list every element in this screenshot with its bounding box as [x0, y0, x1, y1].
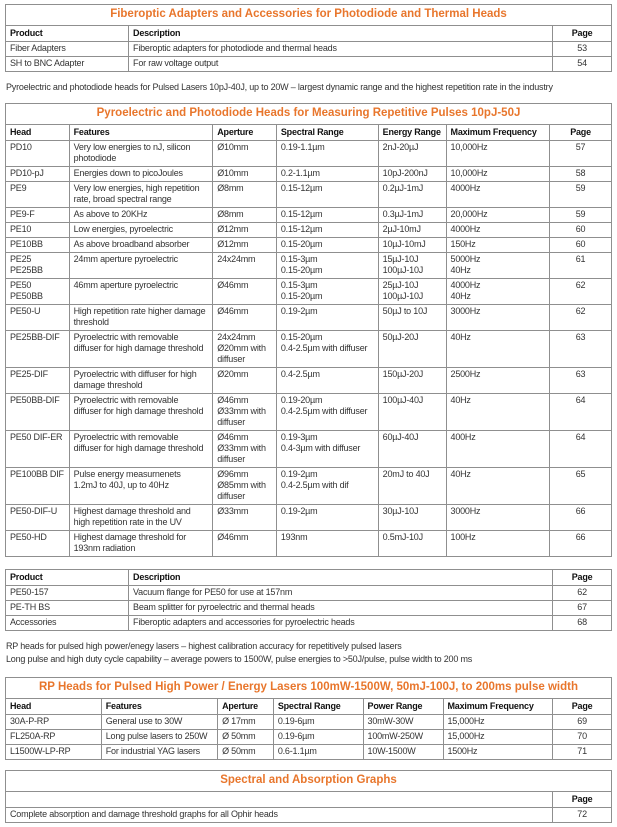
cell: Energies down to picoJoules	[69, 167, 213, 182]
cell: 3000Hz	[446, 505, 550, 531]
cell: 10µJ-10mJ	[378, 238, 446, 253]
cell: 0.15-3µm 0.15-20µm	[276, 279, 378, 305]
cell: 20mJ to 40J	[378, 468, 446, 505]
header-row	[6, 125, 612, 141]
table-row	[6, 745, 612, 760]
cell: PE9	[6, 182, 70, 208]
column-header: Page	[553, 792, 612, 808]
cell: Very low energies to nJ, silicon photodiode	[69, 141, 213, 167]
cell: 0.4-2.5µm	[276, 368, 378, 394]
cell: PE25 PE25BB	[6, 253, 70, 279]
cell: PD10	[6, 141, 70, 167]
cell: 0.15-20µm	[276, 238, 378, 253]
section-title: Pyroelectric and Photodiode Heads for Measuring Repetitive Pulses 10pJ-50J	[6, 104, 612, 125]
cell: Low energies, pyroelectric	[69, 223, 213, 238]
cell: As above to 20KHz	[69, 208, 213, 223]
cell: Complete absorption and damage threshold graphs for all Ophir heads	[6, 808, 553, 823]
cell: Pyroelectric with removable diffuser for high damage threshold	[69, 394, 213, 431]
column-header: Description	[129, 26, 553, 42]
cell: 0.19-2µm 0.4-2.5µm with dif	[276, 468, 378, 505]
cell: 0.2-1.1µm	[276, 167, 378, 182]
header-row	[6, 26, 612, 42]
cell: Ø 50mm	[218, 730, 274, 745]
column-header: Page	[553, 570, 612, 586]
cell: Ø20mm	[213, 368, 277, 394]
cell: 2500Hz	[446, 368, 550, 394]
cell: Ø8mm	[213, 182, 277, 208]
column-header: Spectral Range	[273, 699, 363, 715]
cell: 10pJ-200nJ	[378, 167, 446, 182]
cell: 59	[550, 208, 612, 223]
cell: 24x24mm	[213, 253, 277, 279]
column-header: Maximum Frequency	[443, 699, 553, 715]
cell: Accessories	[6, 616, 129, 631]
cell: 64	[550, 431, 612, 468]
cell: 0.15-12µm	[276, 182, 378, 208]
section-title: Fiberoptic Adapters and Accessories for Photodiode and Thermal Heads	[6, 5, 612, 26]
column-header: Power Range	[363, 699, 443, 715]
cell: 193nm	[276, 531, 378, 557]
cell: 0.15-20µm 0.4-2.5µm with diffuser	[276, 331, 378, 368]
cell: 57	[550, 141, 612, 167]
cell: 4000Hz	[446, 182, 550, 208]
cell: 64	[550, 394, 612, 431]
rp-heads-table	[5, 677, 612, 760]
cell: 15,000Hz	[443, 715, 553, 730]
cell: 100Hz	[446, 531, 550, 557]
cell: 4000Hz 40Hz	[446, 279, 550, 305]
cell: PE50-157	[6, 586, 129, 601]
cell: 0.15-3µm 0.15-20µm	[276, 253, 378, 279]
cell: Ø 17mm	[218, 715, 274, 730]
cell: 53	[553, 42, 612, 57]
column-header: Page	[550, 125, 612, 141]
cell: 15,000Hz	[443, 730, 553, 745]
cell: FL250A-RP	[6, 730, 102, 745]
cell: 68	[553, 616, 612, 631]
cell: 10W-1500W	[363, 745, 443, 760]
table-row	[6, 531, 612, 557]
cell: 0.19-2µm	[276, 305, 378, 331]
column-header: Aperture	[213, 125, 277, 141]
cell: Very low energies, high repetition rate, broad spectral range	[69, 182, 213, 208]
cell: For raw voltage output	[129, 57, 553, 72]
cell: 54	[553, 57, 612, 72]
cell: 62	[550, 279, 612, 305]
table-row	[6, 223, 612, 238]
cell: Long pulse lasers to 250W	[101, 730, 217, 745]
cell: 0.6-1.1µm	[273, 745, 363, 760]
column-header: Spectral Range	[276, 125, 378, 141]
cell: 59	[550, 182, 612, 208]
cell: 46mm aperture pyroelectric	[69, 279, 213, 305]
cell: 60	[550, 238, 612, 253]
table-row	[6, 715, 612, 730]
cell: Ø46mm	[213, 531, 277, 557]
note-rp-1: RP heads for pulsed high power/enegy lasers – highest calibration accuracy for repetitively pulsed lasers	[6, 641, 402, 651]
cell: 1500Hz	[443, 745, 553, 760]
cell: 0.19-20µm 0.4-2.5µm with diffuser	[276, 394, 378, 431]
table-row	[6, 208, 612, 223]
cell: Ø46mm	[213, 305, 277, 331]
pyro-heads-table	[5, 103, 612, 557]
cell: 0.5mJ-10J	[378, 531, 446, 557]
section-title: RP Heads for Pulsed High Power / Energy Lasers 100mW-1500W, 50mJ-100J, to 200ms pulse width	[6, 678, 612, 699]
cell: 3000Hz	[446, 305, 550, 331]
table-row	[6, 601, 612, 616]
section-title-row	[6, 5, 612, 26]
section-title-row	[6, 104, 612, 125]
column-header: Head	[6, 125, 70, 141]
cell: Ø10mm	[213, 167, 277, 182]
column-header: Head	[6, 699, 102, 715]
cell: PE50-DIF-U	[6, 505, 70, 531]
cell: Pyroelectric with removable diffuser for high damage threshold	[69, 331, 213, 368]
table-row	[6, 141, 612, 167]
cell: Ø46mm Ø33mm with diffuser	[213, 431, 277, 468]
cell: PE25BB-DIF	[6, 331, 70, 368]
cell: PD10-pJ	[6, 167, 70, 182]
cell: For industrial YAG lasers	[101, 745, 217, 760]
cell: 40Hz	[446, 394, 550, 431]
section-title-row	[6, 678, 612, 699]
table-row	[6, 431, 612, 468]
column-header: Product	[6, 26, 129, 42]
cell: 62	[553, 586, 612, 601]
cell: 15µJ-10J 100µJ-10J	[378, 253, 446, 279]
table-row	[6, 253, 612, 279]
table-row	[6, 305, 612, 331]
cell: PE100BB DIF	[6, 468, 70, 505]
table-row	[6, 368, 612, 394]
cell: Ø12mm	[213, 238, 277, 253]
cell: 2µJ-10mJ	[378, 223, 446, 238]
cell: 65	[550, 468, 612, 505]
cell: 150µJ-20J	[378, 368, 446, 394]
cell: 71	[553, 745, 612, 760]
cell: Fiber Adapters	[6, 42, 129, 57]
cell: 70	[553, 730, 612, 745]
column-header: Features	[101, 699, 217, 715]
cell: 50µJ to 10J	[378, 305, 446, 331]
cell: Ø12mm	[213, 223, 277, 238]
cell: 10,000Hz	[446, 167, 550, 182]
cell: 66	[550, 505, 612, 531]
table-row	[6, 279, 612, 305]
cell: Ø33mm	[213, 505, 277, 531]
cell: 0.19-6µm	[273, 730, 363, 745]
header-row	[6, 699, 612, 715]
cell: PE9-F	[6, 208, 70, 223]
column-header: Page	[553, 26, 612, 42]
column-header: Page	[553, 699, 612, 715]
cell: High repetition rate higher damage threshold	[69, 305, 213, 331]
cell: 0.19-3µm 0.4-3µm with diffuser	[276, 431, 378, 468]
cell: 0.19-1.1µm	[276, 141, 378, 167]
cell: PE25-DIF	[6, 368, 70, 394]
cell: 2nJ-20µJ	[378, 141, 446, 167]
cell: 0.19-6µm	[273, 715, 363, 730]
cell: 25µJ-10J 100µJ-10J	[378, 279, 446, 305]
pyro-accessories-table	[5, 569, 612, 631]
cell: 63	[550, 331, 612, 368]
cell: PE10BB	[6, 238, 70, 253]
table-row	[6, 57, 612, 72]
cell: 0.3µJ-1mJ	[378, 208, 446, 223]
note-rp-2: Long pulse and high duty cycle capability – average powers to 1500W, pulse energies to >50J/pulse, pulse width to 200 ms	[6, 654, 473, 664]
cell: 50µJ-20J	[378, 331, 446, 368]
cell: PE50BB-DIF	[6, 394, 70, 431]
cell: Vacuum flange for PE50 for use at 157nm	[129, 586, 553, 601]
cell: 10,000Hz	[446, 141, 550, 167]
cell: PE-TH BS	[6, 601, 129, 616]
cell: PE50-U	[6, 305, 70, 331]
cell: 61	[550, 253, 612, 279]
cell: 67	[553, 601, 612, 616]
cell: 0.19-2µm	[276, 505, 378, 531]
cell: 5000Hz 40Hz	[446, 253, 550, 279]
cell: General use to 30W	[101, 715, 217, 730]
cell: SH to BNC Adapter	[6, 57, 129, 72]
cell: Ø96mm Ø85mm with diffuser	[213, 468, 277, 505]
table-row	[6, 182, 612, 208]
header-row	[6, 792, 612, 808]
cell: Highest damage threshold for 193nm radiation	[69, 531, 213, 557]
cell: Fiberoptic adapters for photodiode and thermal heads	[129, 42, 553, 57]
cell: 100mW-250W	[363, 730, 443, 745]
column-header: Features	[69, 125, 213, 141]
header-row	[6, 570, 612, 586]
table-row	[6, 238, 612, 253]
table-row	[6, 331, 612, 368]
cell: As above broadband absorber	[69, 238, 213, 253]
cell: 60	[550, 223, 612, 238]
cell: 63	[550, 368, 612, 394]
cell: PE50 PE50BB	[6, 279, 70, 305]
cell: 69	[553, 715, 612, 730]
cell: 0.15-12µm	[276, 223, 378, 238]
section-title: Spectral and Absorption Graphs	[6, 771, 612, 792]
cell: L1500W-LP-RP	[6, 745, 102, 760]
cell: 72	[553, 808, 612, 823]
cell: Fiberoptic adapters and accessories for pyroelectric heads	[129, 616, 553, 631]
cell: 24x24mm Ø20mm with diffuser	[213, 331, 277, 368]
cell: Beam splitter for pyroelectric and thermal heads	[129, 601, 553, 616]
cell: Ø46mm	[213, 279, 277, 305]
section-title-row	[6, 771, 612, 792]
cell: Highest damage threshold and high repetition rate in the UV	[69, 505, 213, 531]
column-header: Aperture	[218, 699, 274, 715]
cell: Ø 50mm	[218, 745, 274, 760]
table-row	[6, 167, 612, 182]
table-row	[6, 730, 612, 745]
cell: 0.15-12µm	[276, 208, 378, 223]
cell: PE10	[6, 223, 70, 238]
table-row	[6, 586, 612, 601]
table-row	[6, 394, 612, 431]
cell: 24mm aperture pyroelectric	[69, 253, 213, 279]
table-row	[6, 616, 612, 631]
cell: Ø46mm Ø33mm with diffuser	[213, 394, 277, 431]
fiberoptic-adapters-table	[5, 4, 612, 72]
column-header: Description	[129, 570, 553, 586]
cell: 60µJ-40J	[378, 431, 446, 468]
column-header: Energy Range	[378, 125, 446, 141]
cell: Ø10mm	[213, 141, 277, 167]
cell: Pyroelectric with removable diffuser for high damage threshold	[69, 431, 213, 468]
cell: 40Hz	[446, 468, 550, 505]
cell: 30A-P-RP	[6, 715, 102, 730]
cell: 0.2µJ-1mJ	[378, 182, 446, 208]
cell: 4000Hz	[446, 223, 550, 238]
cell: 30mW-30W	[363, 715, 443, 730]
cell: Pulse energy measurnenets 1.2mJ to 40J, up to 40Hz	[69, 468, 213, 505]
table-row	[6, 505, 612, 531]
column-header: Product	[6, 570, 129, 586]
cell: 400Hz	[446, 431, 550, 468]
cell: 40Hz	[446, 331, 550, 368]
cell: 150Hz	[446, 238, 550, 253]
cell: PE50-HD	[6, 531, 70, 557]
column-header	[6, 792, 553, 808]
cell: 62	[550, 305, 612, 331]
cell: Ø8mm	[213, 208, 277, 223]
cell: 30µJ-10J	[378, 505, 446, 531]
cell: Pyroelectric with diffuser for high damage threshold	[69, 368, 213, 394]
cell: 100µJ-40J	[378, 394, 446, 431]
column-header: Maximum Frequency	[446, 125, 550, 141]
cell: 20,000Hz	[446, 208, 550, 223]
table-row	[6, 808, 612, 823]
cell: 58	[550, 167, 612, 182]
cell: PE50 DIF-ER	[6, 431, 70, 468]
table-row	[6, 42, 612, 57]
table-row	[6, 468, 612, 505]
cell: 66	[550, 531, 612, 557]
note-pyro: Pyroelectric and photodiode heads for Pulsed Lasers 10pJ-40J, up to 20W – largest dynamic range and the highest repetition rate in the industry	[6, 82, 553, 92]
